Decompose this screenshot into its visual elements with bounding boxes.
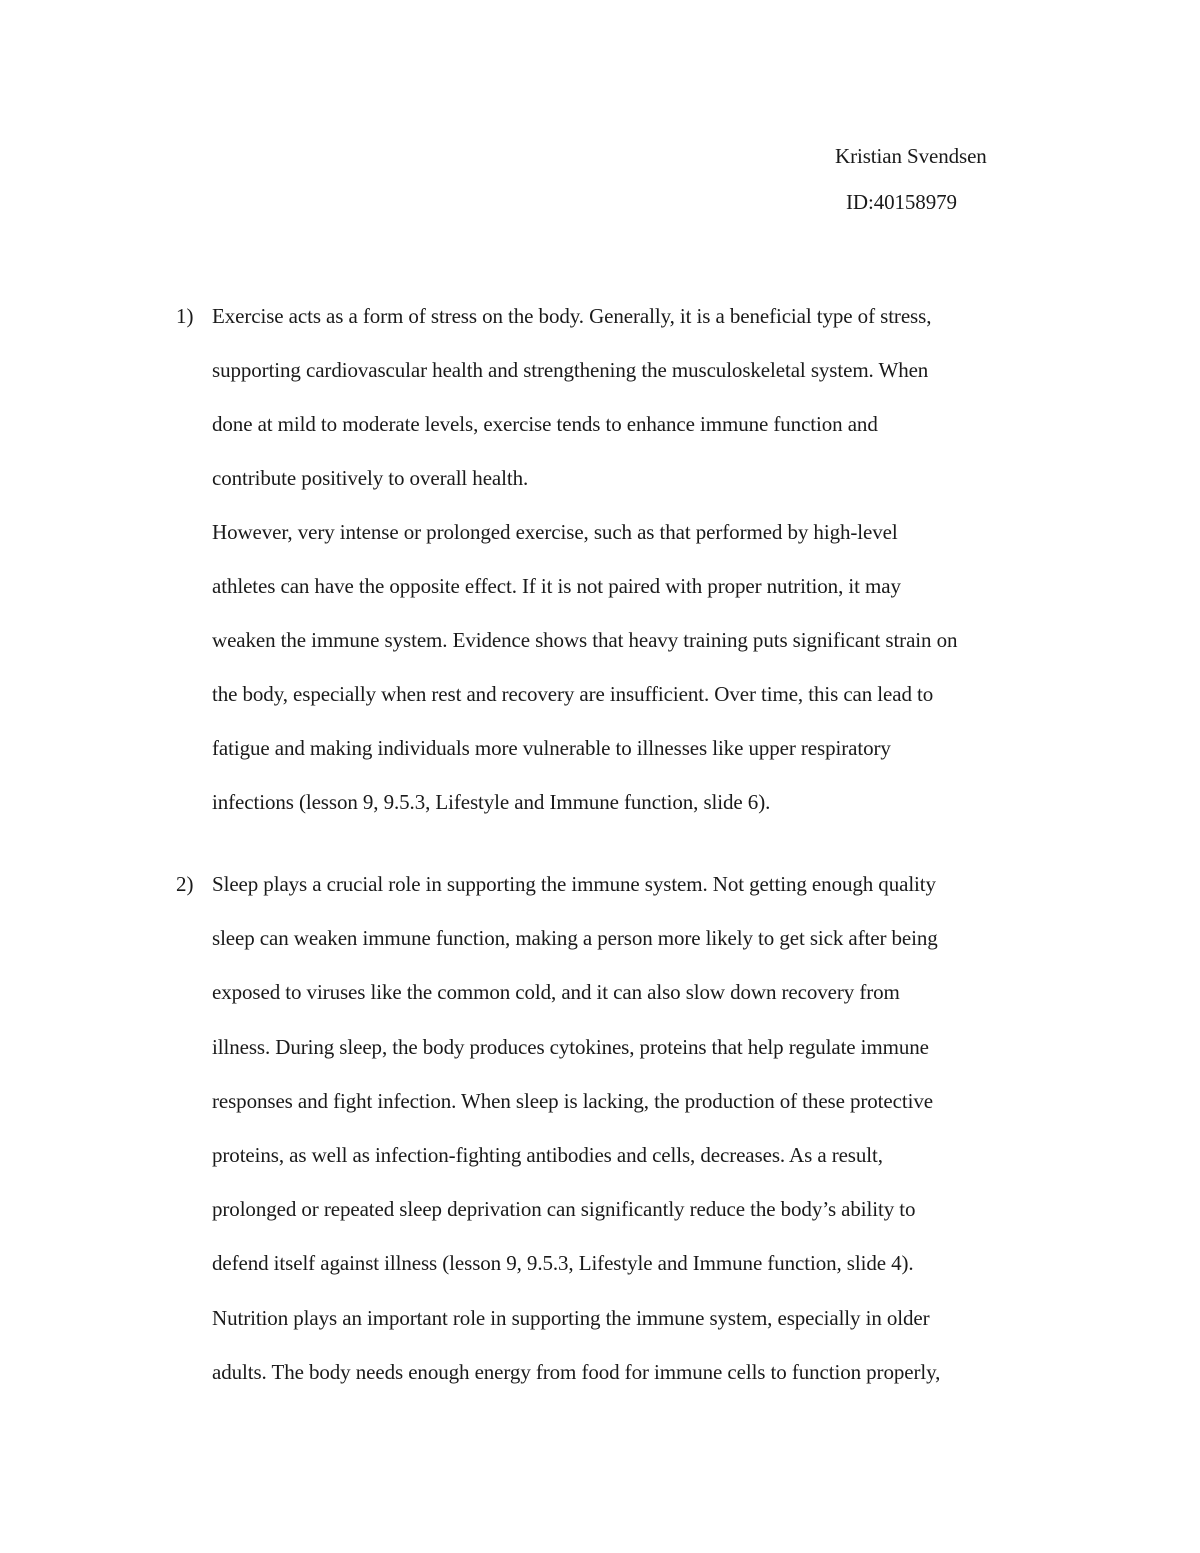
text-line: fatigue and making individuals more vulnerable to illnesses like upper respiratory — [212, 736, 891, 760]
text-line: adults. The body needs enough energy from food for immune cells to function properly, — [212, 1360, 941, 1384]
text-line: Exercise acts as a form of stress on the body. Generally, it is a beneficial type of stress, — [212, 304, 932, 328]
text-line: done at mild to moderate levels, exercise tends to enhance immune function and — [212, 412, 878, 436]
text-line: prolonged or repeated sleep deprivation can significantly reduce the body’s ability to — [212, 1197, 916, 1221]
text-line: However, very intense or prolonged exercise, such as that performed by high-level — [212, 520, 898, 544]
author-name: Kristian Svendsen — [835, 144, 987, 168]
list-number: 2) — [176, 872, 194, 896]
text-line: weaken the immune system. Evidence shows that heavy training puts significant strain on — [212, 628, 958, 652]
text-line: the body, especially when rest and recovery are insufficient. Over time, this can lead to — [212, 682, 934, 706]
text-line: defend itself against illness (lesson 9, 9.5.3, Lifestyle and Immune function, slide 4). — [212, 1251, 914, 1275]
list-number: 1) — [176, 304, 194, 328]
text-line: illness. During sleep, the body produces cytokines, proteins that help regulate immune — [212, 1035, 929, 1059]
text-line: supporting cardiovascular health and strengthening the musculoskeletal system. When — [212, 358, 929, 382]
text-line: infections (lesson 9, 9.5.3, Lifestyle and Immune function, slide 6). — [212, 790, 771, 814]
text-line: contribute positively to overall health. — [212, 466, 529, 490]
text-line: Nutrition plays an important role in supporting the immune system, especially in older — [212, 1306, 930, 1330]
text-line: proteins, as well as infection-fighting antibodies and cells, decreases. As a result, — [212, 1143, 883, 1167]
student-id: ID:40158979 — [846, 190, 957, 214]
text-line: sleep can weaken immune function, making a person more likely to get sick after being — [212, 926, 938, 950]
text-line: responses and fight infection. When sleep is lacking, the production of these protective — [212, 1089, 933, 1113]
text-line: exposed to viruses like the common cold, and it can also slow down recovery from — [212, 980, 900, 1004]
text-line: athletes can have the opposite effect. If it is not paired with proper nutrition, it may — [212, 574, 901, 598]
text-line: Sleep plays a crucial role in supporting the immune system. Not getting enough quality — [212, 872, 936, 896]
